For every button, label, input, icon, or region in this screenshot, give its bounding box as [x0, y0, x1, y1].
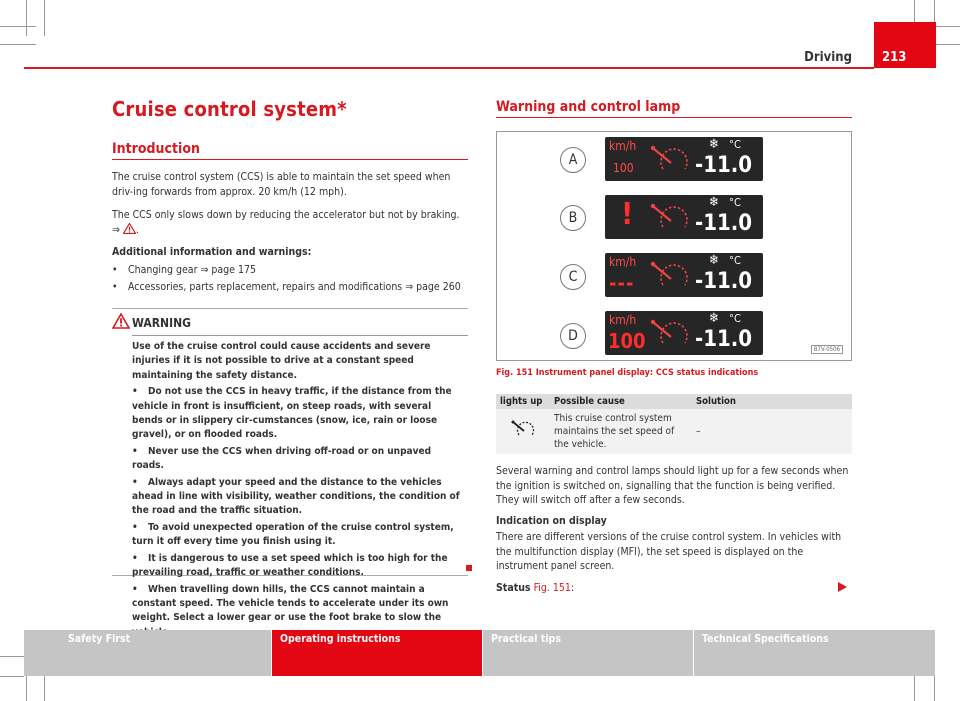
set-speed: ! [621, 197, 634, 232]
braking-text: The CCS only slows down by reducing the accelerator but not by braking. [112, 209, 460, 221]
page-link[interactable]: ⇒ page 175 [200, 264, 257, 276]
crop-mark [0, 656, 24, 657]
page-title: Cruise control system* [112, 97, 347, 121]
table-header: lights up [496, 394, 550, 409]
figure-link[interactable]: Fig. 151 [533, 582, 571, 594]
warning-intro: Use of the cruise control could cause accidents and severe injuries if it is not possible to drive at a constant speed maintaining the safety distance. [132, 341, 431, 381]
crop-mark [936, 44, 960, 45]
crop-mark [0, 44, 36, 45]
warning-lamp-rule [496, 117, 852, 118]
intro-paragraph: The cruise control system (CCS) is able to maintain the set speed when driv-ing forwards from approx. 20 km/h (12 mph). [112, 171, 451, 198]
crop-mark [26, 0, 27, 36]
cruise-control-icon [649, 143, 691, 177]
warning-triangle-icon [123, 223, 136, 234]
lamp-cell [496, 409, 550, 454]
cruise-control-icon [511, 419, 535, 439]
crop-mark [26, 676, 27, 701]
status-label: Status [496, 582, 531, 594]
crop-mark [934, 676, 935, 701]
temp-unit: °C [729, 254, 741, 267]
braking-paragraph: The CCS only slows down by reducing the accelerator but not by braking. ⇒ . [112, 209, 460, 236]
panel-letter: B [560, 205, 586, 231]
panel-letter: D [560, 323, 586, 349]
additional-info-heading: Additional information and warnings: [112, 246, 312, 258]
set-speed: 100 [613, 161, 634, 175]
warning-item: • It is dangerous to use a set speed which is too high for the prevailing road, traffic or weather conditions. [132, 552, 448, 579]
tab-technical-specifications[interactable]: Technical Specifications [694, 630, 935, 676]
possible-cause-cell: This cruise control system maintains the set speed of the vehicle. [550, 409, 692, 454]
introduction-rule [112, 159, 468, 160]
warning-rule [132, 335, 468, 336]
set-speed: 100 [608, 329, 646, 353]
cruise-control-icon [649, 317, 691, 351]
crop-mark [914, 0, 915, 24]
temperature: -11.0 [695, 327, 753, 352]
set-speed: --- [609, 271, 635, 295]
warning-item: • Never use the CCS when driving off-road or on unpaved roads. [132, 445, 432, 472]
crop-mark [936, 26, 960, 27]
warning-triangle-icon [112, 313, 130, 329]
snowflake-icon: ❄ [709, 311, 719, 326]
speed-unit: km/h [609, 313, 637, 327]
section-end-mark [466, 565, 472, 571]
display-panel [605, 253, 763, 297]
temperature: -11.0 [695, 211, 753, 236]
snowflake-icon: ❄ [709, 253, 719, 268]
temperature: -11.0 [695, 269, 753, 294]
temp-unit: °C [729, 196, 741, 209]
display-panel [605, 195, 763, 239]
page-number: 213 [874, 22, 936, 68]
figure-id: B7V-0506 [811, 345, 843, 354]
verification-paragraph: Several warning and control lamps should light up for a few seconds when the ignition is switched on, signalling that the function is being verified. They will switch off after a few seconds. [496, 465, 849, 506]
panel-letter: C [560, 264, 586, 290]
warning-heading: WARNING [132, 316, 191, 330]
cruise-control-icon [649, 259, 691, 293]
indication-heading: Indication on display [496, 515, 607, 527]
warning-lamp-table [496, 394, 852, 454]
status-line: Status Fig. 151: [496, 582, 575, 594]
crop-mark [0, 26, 36, 27]
warning-item: • Always adapt your speed and the distance to the vehicles ahead in line with visibility, weather conditions, the condition of the road and the traffic situation. [132, 476, 460, 517]
warning-item: • To avoid unexpected operation of the cruise control system, turn it off every time you finish using it. [132, 521, 454, 548]
tab-practical-tips[interactable]: Practical tips [483, 630, 693, 676]
crop-mark [0, 676, 24, 677]
snowflake-icon: ❄ [709, 195, 719, 210]
warning-lamp-heading: Warning and control lamp [496, 99, 681, 115]
snowflake-icon: ❄ [709, 137, 719, 152]
warning-item: • Do not use the CCS in heavy traffic, if the distance from the vehicle in front is insufficient, on steep roads, with several bends or in slippery cir-cumstances (snow, ice, rain or loose gravel), or on flooded roads. [132, 386, 452, 441]
temp-unit: °C [729, 138, 741, 151]
speed-unit: km/h [609, 139, 637, 153]
figure-caption: Fig. 151 Instrument panel display: CCS status indications [496, 368, 759, 378]
cruise-control-icon [649, 201, 691, 235]
display-panel [605, 137, 763, 181]
tab-safety-first[interactable]: Safety First [24, 630, 271, 676]
panel-letter: A [560, 147, 586, 173]
crop-mark [44, 676, 45, 701]
header-rule [24, 67, 874, 69]
table-header: Solution [692, 394, 852, 409]
crop-mark [44, 0, 45, 36]
instrument-panel-figure [496, 131, 852, 361]
table-header: Possible cause [550, 394, 692, 409]
list-item: • Accessories, parts replacement, repairs and modifications ⇒ page 260 [112, 281, 461, 293]
list-item: • Changing gear ⇒ page 175 [112, 264, 257, 276]
temp-unit: °C [729, 312, 741, 325]
speed-unit: km/h [609, 255, 637, 269]
warning-item: • When travelling down hills, the CCS cannot maintain a constant speed. The vehicle tends to accelerate under its own weight. Select a lower gear or use the foot brake to slow the [132, 583, 449, 624]
page-link[interactable]: ⇒ page 260 [405, 281, 461, 293]
temperature: -11.0 [695, 153, 753, 178]
table-row [496, 409, 852, 454]
section-title: Driving [804, 50, 852, 65]
warning-reference-arrow[interactable]: ⇒ [112, 223, 123, 236]
warning-text [132, 340, 465, 642]
crop-mark [934, 0, 935, 24]
continue-arrow-icon [838, 582, 847, 592]
display-paragraph: There are different versions of the cruise control system. In vehicles with the multifunction display (MFI), the set speed is displayed on the instrument panel screen. [496, 531, 842, 572]
crop-mark [914, 676, 915, 701]
tab-operating-instructions[interactable]: Operating instructions [272, 630, 482, 676]
introduction-heading: Introduction [112, 141, 200, 157]
solution-cell: – [692, 409, 852, 454]
display-panel [605, 311, 763, 355]
